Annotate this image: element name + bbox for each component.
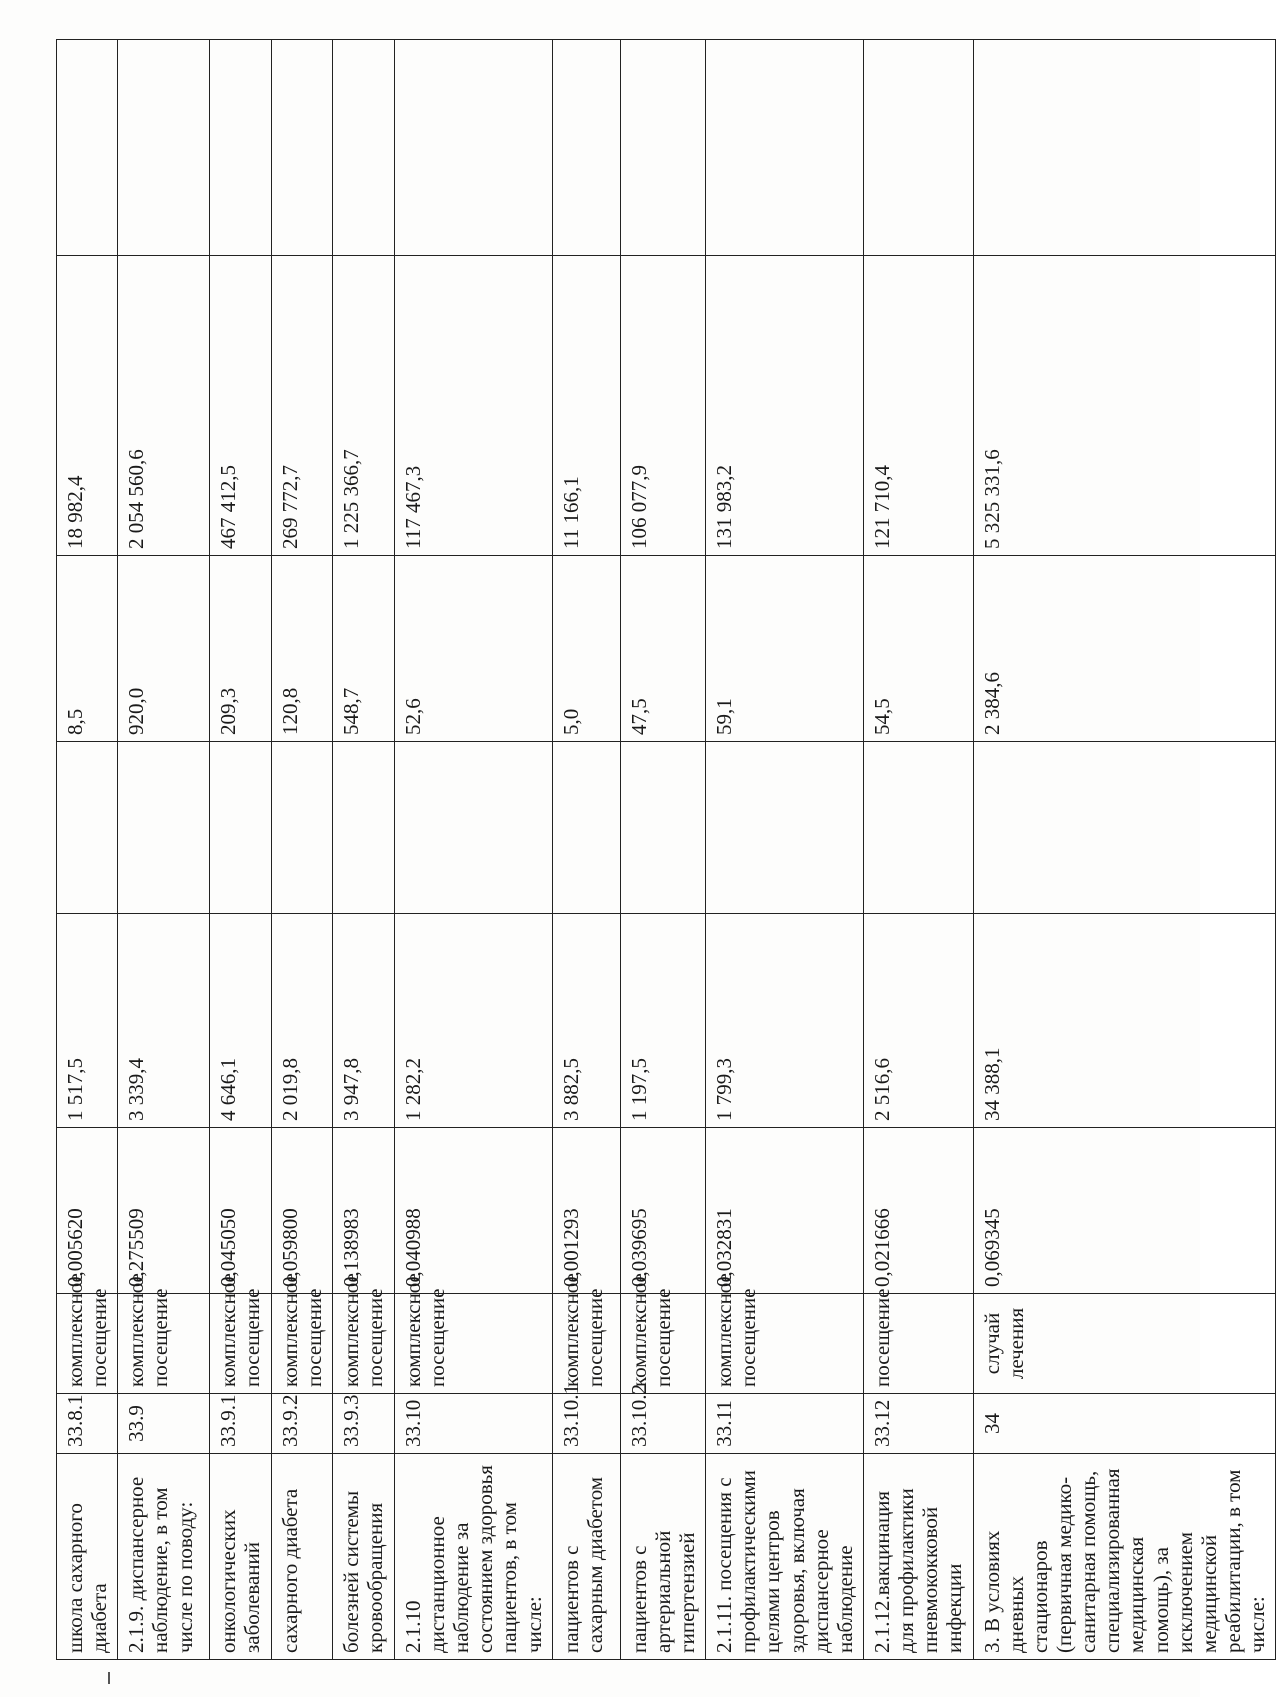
row-norm: 0,059800: [271, 1128, 332, 1294]
row-cost: 34 388,1: [973, 914, 1276, 1128]
row-volume: 548,7: [332, 556, 394, 742]
row-name: пациентов с артериальной гипертензией: [620, 1454, 705, 1660]
row-empty: [210, 742, 271, 914]
table-row: [973, 40, 1276, 1660]
row-sum: 467 412,5: [210, 256, 271, 556]
row-code: 33.10.1: [552, 1394, 620, 1454]
row-name: сахарного диабета: [271, 1454, 332, 1660]
row-unit: комплексное посещение: [706, 1294, 864, 1394]
row-norm: 0,039695: [620, 1128, 705, 1294]
row-empty: [620, 742, 705, 914]
table-row: [57, 40, 118, 1660]
row-volume: 47,5: [620, 556, 705, 742]
row-code: 33.9.3: [332, 1394, 394, 1454]
row-last: [620, 40, 705, 256]
row-code: 33.12: [863, 1394, 973, 1454]
table-row: [394, 40, 552, 1660]
row-empty: [552, 742, 620, 914]
row-volume: 59,1: [706, 556, 864, 742]
row-sum: 131 983,2: [706, 256, 864, 556]
row-code: 33.9: [118, 1394, 210, 1454]
row-name: 2.1.11. посещения с профилактическими целями центров здоровья, включая диспансерное наблюдение: [706, 1454, 864, 1660]
table-row: [271, 40, 332, 1660]
row-norm: 0,021666: [863, 1128, 973, 1294]
data-table: [56, 39, 1276, 1660]
row-name: онкологических заболеваний: [210, 1454, 271, 1660]
row-cost: 2 516,6: [863, 914, 973, 1128]
row-empty: [973, 742, 1276, 914]
row-unit: комплексное посещение: [332, 1294, 394, 1394]
table-row: [118, 40, 210, 1660]
row-norm: 0,138983: [332, 1128, 394, 1294]
row-cost: 4 646,1: [210, 914, 271, 1128]
row-name: 2.1.10 дистанционное наблюдение за состоянием здоровья пациентов, в том числе:: [394, 1454, 552, 1660]
row-volume: 5,0: [552, 556, 620, 742]
row-cost: 3 882,5: [552, 914, 620, 1128]
row-last: [706, 40, 864, 256]
row-norm: 0,032831: [706, 1128, 864, 1294]
row-name: школа сахарного диабета: [57, 1454, 118, 1660]
row-volume: 54,5: [863, 556, 973, 742]
row-cost: 1 517,5: [57, 914, 118, 1128]
row-unit: посещение: [863, 1294, 973, 1394]
row-sum: 11 166,1: [552, 256, 620, 556]
row-unit: комплексное посещение: [620, 1294, 705, 1394]
row-last: [57, 40, 118, 256]
row-empty: [118, 742, 210, 914]
table-row: [552, 40, 620, 1660]
row-volume: 2 384,6: [973, 556, 1276, 742]
row-empty: [863, 742, 973, 914]
row-norm: 0,001293: [552, 1128, 620, 1294]
row-norm: 0,045050: [210, 1128, 271, 1294]
row-norm: 0,040988: [394, 1128, 552, 1294]
row-name: 2.1.9. диспансерное наблюдение, в том числе по поводу:: [118, 1454, 210, 1660]
row-empty: [332, 742, 394, 914]
row-norm: 0,275509: [118, 1128, 210, 1294]
row-unit: комплексное посещение: [271, 1294, 332, 1394]
row-volume: 209,3: [210, 556, 271, 742]
table-row: [210, 40, 271, 1660]
row-empty: [271, 742, 332, 914]
table-row: [863, 40, 973, 1660]
row-cost: 1 197,5: [620, 914, 705, 1128]
row-unit: комплексное посещение: [552, 1294, 620, 1394]
row-name: 3. В условиях дневных стационаров (первичная медико-санитарная помощь, специализированная медицинская помощь), за исключением медицинской реабилитации, в том числе:: [973, 1454, 1276, 1660]
row-last: [210, 40, 271, 256]
row-sum: 106 077,9: [620, 256, 705, 556]
row-unit: комплексное посещение: [57, 1294, 118, 1394]
row-sum: 121 710,4: [863, 256, 973, 556]
row-unit: комплексное посещение: [394, 1294, 552, 1394]
row-code: 33.9.1: [210, 1394, 271, 1454]
row-sum: 1 225 366,7: [332, 256, 394, 556]
row-cost: 3 339,4: [118, 914, 210, 1128]
row-unit: комплексное посещение: [210, 1294, 271, 1394]
row-empty: [394, 742, 552, 914]
row-code: 33.11: [706, 1394, 864, 1454]
row-code: 33.10.2: [620, 1394, 705, 1454]
table-row: [706, 40, 864, 1660]
row-cost: 1 799,3: [706, 914, 864, 1128]
row-code: 34: [973, 1394, 1276, 1454]
row-volume: 120,8: [271, 556, 332, 742]
row-empty: [706, 742, 864, 914]
row-last: [394, 40, 552, 256]
row-norm: 0,005620: [57, 1128, 118, 1294]
row-last: [973, 40, 1276, 256]
row-last: [552, 40, 620, 256]
row-sum: 2 054 560,6: [118, 256, 210, 556]
table-row: [332, 40, 394, 1660]
row-volume: 8,5: [57, 556, 118, 742]
row-cost: 1 282,2: [394, 914, 552, 1128]
row-last: [332, 40, 394, 256]
row-cost: 3 947,8: [332, 914, 394, 1128]
rotated-table-wrapper: [56, 40, 1270, 1660]
row-sum: 269 772,7: [271, 256, 332, 556]
row-volume: 52,6: [394, 556, 552, 742]
row-last: [118, 40, 210, 256]
row-code: 33.10: [394, 1394, 552, 1454]
row-empty: [57, 742, 118, 914]
row-name: пациентов с сахарным диабетом: [552, 1454, 620, 1660]
row-volume: 920,0: [118, 556, 210, 742]
row-sum: 5 325 331,6: [973, 256, 1276, 556]
row-name: 2.1.12.вакцинация для профилактики пневмококковой инфекции: [863, 1454, 973, 1660]
row-norm: 0,069345: [973, 1128, 1276, 1294]
table-row: [620, 40, 705, 1660]
row-code: 33.8.1: [57, 1394, 118, 1454]
row-sum: 117 467,3: [394, 256, 552, 556]
row-code: 33.9.2: [271, 1394, 332, 1454]
row-name: болезней системы кровообращения: [332, 1454, 394, 1660]
row-cost: 2 019,8: [271, 914, 332, 1128]
scan-mark: [108, 1672, 110, 1684]
row-unit: комплексное посещение: [118, 1294, 210, 1394]
row-last: [863, 40, 973, 256]
row-sum: 18 982,4: [57, 256, 118, 556]
row-last: [271, 40, 332, 256]
row-unit: случай лечения: [973, 1294, 1276, 1394]
